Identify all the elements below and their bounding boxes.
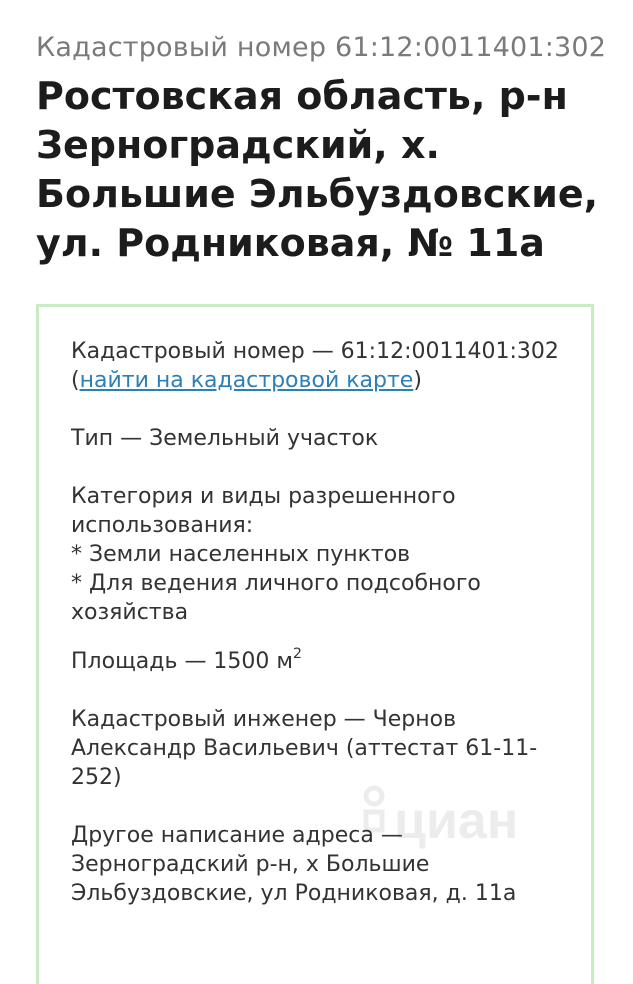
category-heading: Категория и виды разрешенного использования: xyxy=(71,484,456,538)
cian-watermark-logo xyxy=(360,782,550,852)
page-title: Ростовская область, р-н Зерноградский, х. Большие Эльбуздовские, ул. Родниковая, № 11а xyxy=(36,74,599,265)
area-row xyxy=(71,647,571,676)
area-text: Площадь — 1500 м xyxy=(71,649,294,674)
category-item: * Для ведения личного подсобного хозяйства xyxy=(71,571,481,625)
engineer-row: Кадастровый инженер — Чернов Александр Васильевич (аттестат 61-11-252) xyxy=(71,707,538,790)
alt-address-row: Другое написание адреса — Зерноградский р-н, х Большие Эльбуздовские, ул Родниковая, д. 11а xyxy=(71,823,517,906)
cadastral-number-text: Кадастровый номер — 61:12:0011401:302 xyxy=(71,339,559,364)
property-info-card xyxy=(36,304,594,984)
category-block xyxy=(71,482,571,627)
cadastral-map-link[interactable]: найти на кадастровой карте xyxy=(79,368,414,393)
type-row: Тип — Земельный участок xyxy=(71,426,379,451)
open-paren: ( xyxy=(71,368,80,393)
category-item: * Земли населенных пунктов xyxy=(71,542,411,567)
cadastral-number-row xyxy=(71,337,571,395)
area-unit-superscript: 2 xyxy=(293,646,302,662)
close-paren: ) xyxy=(413,368,422,393)
watermark-text: циан xyxy=(394,792,519,850)
cadastral-number-subtitle: Кадастровый номер 61:12:0011401:302 xyxy=(36,32,607,63)
